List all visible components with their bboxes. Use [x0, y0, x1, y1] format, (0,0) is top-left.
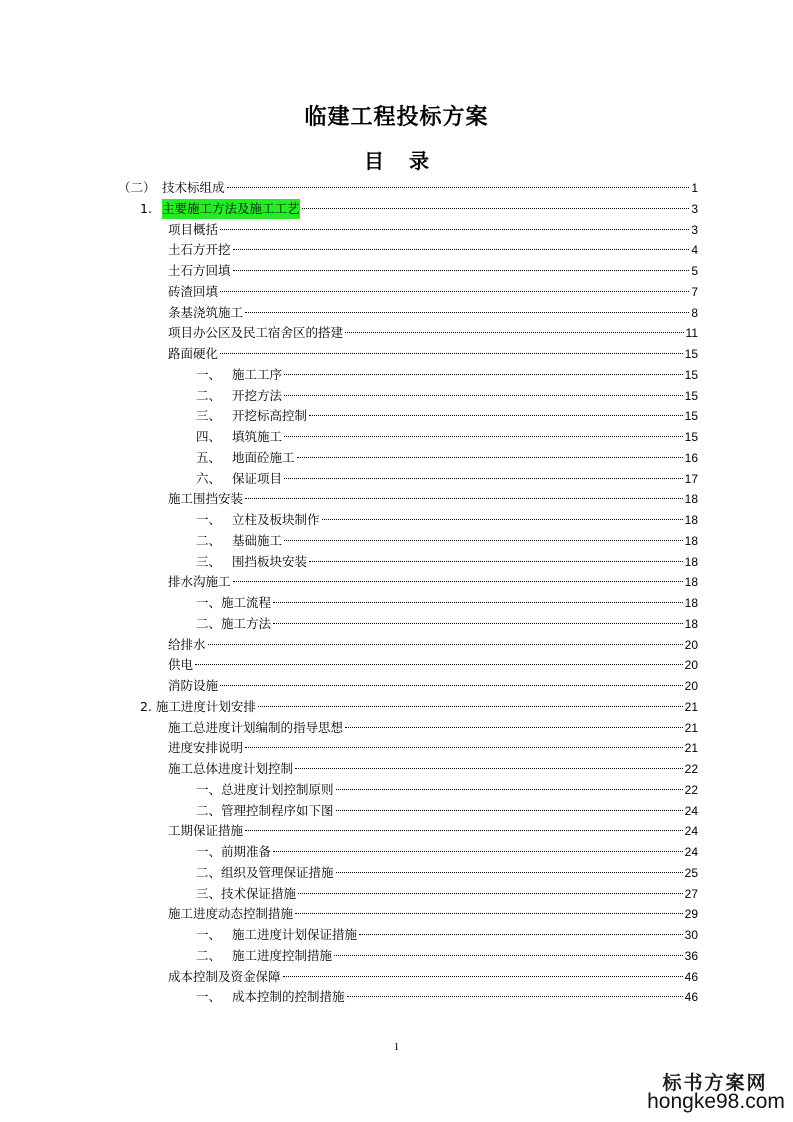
toc-entry[interactable] — [196, 510, 698, 530]
toc-entry[interactable] — [140, 697, 698, 717]
watermark-logo-text: 标书方案网 — [662, 1072, 768, 1094]
toc-dot-leader — [273, 623, 683, 624]
toc-entry[interactable] — [118, 178, 698, 198]
toc-entry-label: 路面硬化 — [168, 346, 219, 361]
toc-entry-label: 围挡板块安装 — [232, 553, 308, 569]
toc-entry-number: 二、 — [196, 532, 222, 548]
toc-entry-label: 二、组织及管理保证措施 — [196, 864, 334, 880]
toc-entry-label: 条基浇筑施工 — [168, 304, 244, 320]
toc-entry[interactable] — [168, 303, 698, 323]
toc-entry[interactable] — [196, 884, 698, 904]
toc-dot-leader — [273, 602, 683, 603]
toc-entry-label: 开挖方法 — [232, 387, 283, 403]
toc-entry[interactable] — [168, 261, 698, 281]
toc-entry-label: 主要施工方法及施工工艺 — [162, 199, 300, 219]
toc-dot-leader — [322, 519, 683, 520]
toc-entry-number: 二、 — [196, 387, 222, 403]
toc-entry-number: 三、 — [196, 553, 222, 569]
toc-dot-leader — [336, 872, 683, 873]
toc-entry-number: 一、 — [196, 512, 222, 527]
toc-entry-page: 21 — [684, 699, 698, 714]
toc-entry-label: 二、施工方法 — [196, 615, 272, 631]
toc-entry-page: 20 — [684, 658, 698, 673]
toc-entry[interactable] — [196, 946, 698, 966]
toc-heading: 目 录 — [364, 149, 429, 173]
toc-dot-leader — [284, 478, 683, 479]
toc-entry[interactable] — [196, 427, 698, 447]
toc-entry-page: 20 — [684, 679, 698, 693]
toc-entry[interactable] — [168, 282, 698, 302]
toc-entry-page: 24 — [684, 803, 698, 818]
toc-entry-label: 基础施工 — [232, 532, 283, 548]
toc-entry-page: 18 — [684, 492, 698, 507]
toc-entry-page: 3 — [691, 201, 698, 216]
toc-entry[interactable] — [168, 489, 698, 509]
toc-dot-leader — [220, 229, 689, 230]
toc-entry-label: 施工总体进度计划控制 — [168, 761, 294, 776]
toc-dot-leader — [345, 332, 684, 333]
toc-entry-label: 工期保证措施 — [168, 823, 244, 839]
toc-entry-page: 46 — [684, 969, 698, 984]
page-title: 临建工程投标方案 — [304, 105, 489, 130]
toc-dot-leader — [347, 996, 683, 997]
toc-dot-leader — [336, 789, 683, 790]
toc-dot-leader — [233, 249, 690, 250]
toc-dot-leader — [359, 934, 683, 935]
toc-entry-page: 15 — [684, 367, 698, 382]
toc-entry[interactable] — [196, 614, 698, 634]
toc-dot-leader — [284, 395, 683, 396]
toc-entry-number: 六、 — [196, 470, 222, 486]
toc-entry-label: 填筑施工 — [232, 429, 283, 444]
toc-entry-label: 土石方开挖 — [168, 242, 231, 258]
toc-entry-number: （二） — [118, 180, 156, 195]
toc-dot-leader — [245, 312, 689, 313]
toc-entry-page: 27 — [684, 886, 698, 901]
toc-entry[interactable] — [196, 448, 698, 468]
toc-entry-page: 36 — [684, 948, 698, 963]
toc-entry-page: 1 — [691, 181, 698, 195]
toc-entry-page: 15 — [684, 347, 698, 361]
toc-entry-page: 16 — [684, 450, 698, 465]
toc-entry-label: 开挖标高控制 — [232, 408, 308, 424]
toc-entry[interactable] — [168, 220, 698, 240]
toc-dot-leader — [258, 706, 683, 707]
toc-entry-page: 18 — [684, 554, 698, 569]
toc-entry-label: 项目办公区及民工宿舍区的搭建 — [168, 325, 344, 341]
toc-dot-leader — [297, 457, 683, 458]
toc-entry[interactable] — [196, 406, 698, 426]
toc-entry[interactable] — [196, 365, 698, 385]
toc-entry[interactable] — [196, 531, 698, 551]
toc-dot-leader — [284, 436, 683, 437]
toc-dot-leader — [245, 747, 683, 748]
toc-entry-page: 15 — [684, 430, 698, 444]
toc-entry-label: 一、施工流程 — [196, 595, 272, 610]
toc-entry-page: 21 — [684, 741, 698, 756]
toc-dot-leader — [208, 644, 683, 645]
toc-dot-leader — [245, 498, 683, 499]
toc-entry[interactable] — [196, 842, 698, 862]
toc-dot-leader — [295, 913, 683, 914]
toc-entry[interactable] — [196, 925, 698, 945]
toc-entry[interactable] — [168, 759, 698, 779]
toc-entry-number: 1. — [140, 200, 152, 216]
toc-entry[interactable] — [196, 801, 698, 821]
toc-entry-page: 29 — [684, 907, 698, 922]
toc-entry-page: 22 — [684, 762, 698, 776]
page-number: 1 — [393, 1041, 400, 1053]
toc-entry-page: 22 — [684, 782, 698, 797]
toc-entry[interactable] — [196, 552, 698, 572]
toc-dot-leader — [298, 893, 683, 894]
toc-entry-page: 25 — [684, 865, 698, 880]
toc-entry[interactable] — [168, 572, 698, 592]
toc-entry[interactable] — [168, 635, 698, 655]
toc-entry-label: 消防设施 — [168, 678, 219, 693]
toc-entry-page: 5 — [691, 264, 698, 278]
toc-entry-label: 供电 — [168, 657, 194, 673]
toc-entry[interactable] — [196, 780, 698, 800]
toc-entry-page: 18 — [684, 533, 698, 548]
toc-entry-label: 施工总进度计划编制的指导思想 — [168, 719, 344, 735]
toc-dot-leader — [284, 540, 683, 541]
toc-entry[interactable] — [168, 967, 698, 987]
toc-dot-leader — [220, 291, 689, 292]
toc-entry-label: 砖渣回填 — [168, 283, 219, 299]
toc-entry[interactable] — [168, 323, 698, 343]
toc-entry[interactable] — [168, 904, 698, 924]
toc-entry-page: 17 — [684, 471, 698, 486]
toc-entry-page: 7 — [691, 284, 698, 299]
toc-dot-leader — [302, 208, 690, 209]
toc-entry-label: 2. 施工进度计划安排 — [140, 698, 256, 714]
toc-entry-page: 20 — [684, 637, 698, 652]
toc-entry-number: 一、 — [196, 989, 222, 1005]
toc-entry[interactable] — [196, 593, 698, 613]
toc-entry-label: 给排水 — [168, 636, 206, 652]
toc-entry-number: 五、 — [196, 449, 222, 465]
toc-entry[interactable] — [168, 821, 698, 841]
toc-entry[interactable] — [196, 987, 698, 1007]
toc-entry-number: 三、 — [196, 408, 222, 424]
watermark-url: hongke98.com — [647, 1090, 785, 1113]
toc-entry-page: 21 — [684, 720, 698, 735]
toc-dot-leader — [283, 976, 683, 977]
toc-entry[interactable] — [168, 676, 698, 696]
toc-dot-leader — [233, 581, 683, 582]
toc-entry-label: 排水沟施工 — [168, 574, 231, 590]
toc-entry-label: 三、技术保证措施 — [196, 885, 297, 901]
toc-entry-page: 46 — [684, 990, 698, 1005]
toc-entry[interactable] — [168, 655, 698, 675]
toc-entry-page: 24 — [684, 824, 698, 839]
toc-entry[interactable] — [168, 718, 698, 738]
toc-entry-label: 施工进度计划保证措施 — [232, 927, 358, 942]
toc-entry-page: 11 — [685, 326, 698, 341]
toc-entry-label: 成本控制的控制措施 — [232, 989, 345, 1005]
toc-entry-label: 成本控制及资金保障 — [168, 968, 281, 984]
toc-entry-page: 18 — [684, 596, 698, 610]
toc-entry[interactable] — [168, 738, 698, 758]
toc-dot-leader — [284, 374, 683, 375]
toc-dot-leader — [195, 664, 683, 665]
toc-dot-leader — [227, 187, 690, 188]
toc-entry-label: 土石方回填 — [168, 263, 231, 278]
toc-entry-label: 项目概括 — [168, 221, 219, 237]
toc-entry-label: 施工进度动态控制措施 — [168, 906, 294, 922]
toc-dot-leader — [220, 353, 683, 354]
toc-dot-leader — [336, 810, 683, 811]
toc-entry-label: 一、前期准备 — [196, 844, 272, 859]
toc-entry-number: 一、 — [196, 366, 222, 382]
toc-entry-page: 8 — [691, 305, 698, 320]
toc-entry[interactable] — [140, 199, 698, 219]
toc-dot-leader — [309, 561, 683, 562]
toc-entry-label: 一、总进度计划控制原则 — [196, 781, 334, 797]
toc-entry-label: 二、管理控制程序如下图 — [196, 802, 334, 818]
toc-entry-label: 进度安排说明 — [168, 740, 244, 756]
toc-entry-page: 15 — [684, 388, 698, 403]
toc-entry-page: 30 — [684, 928, 698, 942]
toc-entry-number: 二、 — [196, 947, 222, 963]
toc-entry-page: 4 — [691, 243, 698, 258]
toc-entry-page: 18 — [684, 513, 698, 527]
toc-dot-leader — [245, 830, 683, 831]
toc-entry-label: 地面砼施工 — [232, 449, 295, 465]
toc-dot-leader — [334, 955, 683, 956]
toc-dot-leader — [220, 685, 683, 686]
toc-entry-page: 18 — [684, 575, 698, 590]
toc-entry[interactable] — [168, 344, 698, 364]
toc-entry-number: 四、 — [196, 429, 222, 444]
toc-entry-number: 一、 — [196, 927, 222, 942]
toc-dot-leader — [345, 727, 683, 728]
toc-entry-page: 15 — [684, 409, 698, 424]
toc-entry[interactable] — [196, 386, 698, 406]
toc-entry-label: 技术标组成 — [162, 180, 225, 195]
toc-entry-page: 24 — [684, 845, 698, 859]
toc-dot-leader — [273, 851, 683, 852]
toc-dot-leader — [233, 270, 690, 271]
toc-entry-page: 18 — [684, 616, 698, 631]
toc-entry[interactable] — [196, 469, 698, 489]
toc-dot-leader — [309, 415, 683, 416]
toc-entry-page: 3 — [691, 222, 698, 237]
toc-entry[interactable] — [168, 240, 698, 260]
toc-entry-label: 保证项目 — [232, 470, 283, 486]
toc-entry-label: 施工进度控制措施 — [232, 947, 333, 963]
toc-entry-label: 施工围挡安装 — [168, 491, 244, 507]
toc-entry-label: 施工工序 — [232, 366, 283, 382]
toc-entry-label: 立柱及板块制作 — [232, 512, 320, 527]
toc-dot-leader — [295, 768, 683, 769]
toc-entry[interactable] — [196, 863, 698, 883]
